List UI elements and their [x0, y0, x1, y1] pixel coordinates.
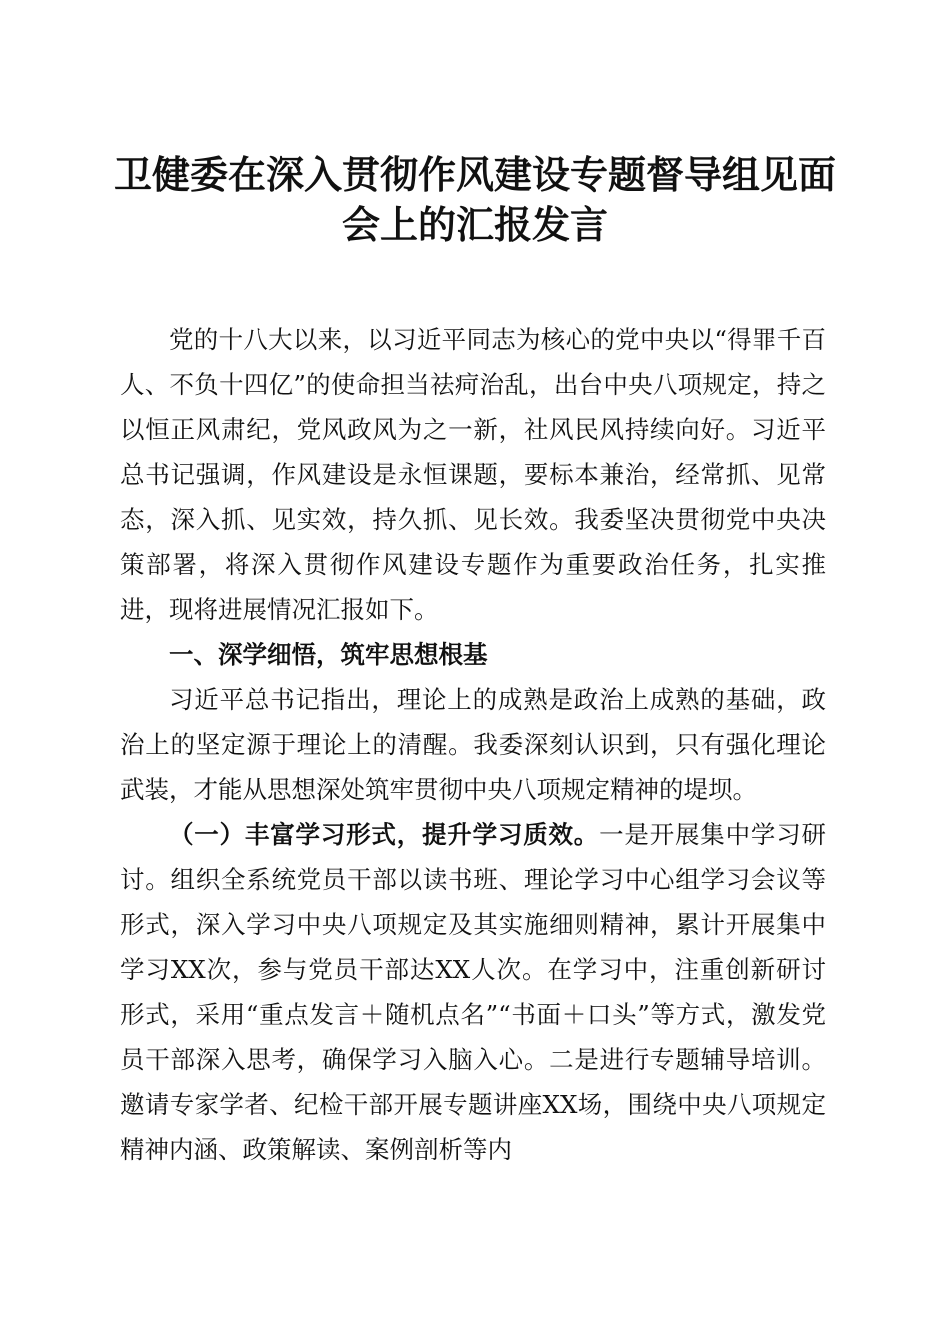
document-title: 卫健委在深入贯彻作风建设专题督导组见面会上的汇报发言 [113, 152, 836, 247]
section-heading-1: 一、深学细悟，筑牢思想根基 [169, 640, 488, 669]
subsection-heading-1: （一）丰富学习形式，提升学习质效。 [169, 820, 600, 849]
intro-paragraph: 党的十八大以来，以习近平同志为核心的党中央以“得罪千百人、不负十四亿”的使命担当祛疴治乱，出台中央八项规定，持之以恒正风肃纪，党风政风为之一新，社风民风持续向好。习近平总书记强调，作风建设是永恒课题，要标本兼治，经常抓、见常态，深入抓、见实效，持久抓、见长效。我委坚决贯彻党中央决策部署，将深入贯彻作风建设专题作为重要政治任务，扎实推进，现将进展情况汇报如下。 [120, 325, 826, 624]
section-1-paragraph: 习近平总书记指出，理论上的成熟是政治上成熟的基础，政治上的坚定源于理论上的清醒。我委深刻认识到，只有强化理论武装，才能从思想深处筑牢贯彻中央八项规定精神的堤坝。 [120, 685, 826, 804]
subsection-1-text: 一是开展集中学习研讨。组织全系统党员干部以读书班、理论学习中心组学习会议等形式，深入学习中央八项规定及其实施细则精神，累计开展集中学习XX次，参与党员干部达XX人次。在学习中，注重创新研讨形式，采用“重点发言＋随机点名”“书面＋口头”等方式，激发党员干部深入思考，确保学习入脑入心。二是进行专题辅导培训。邀请专家学者、纪检干部开展专题讲座XX场，围绕中央八项规定精神内涵、政策解读、案例剖析等内 [120, 820, 827, 1164]
document-body [120, 317, 826, 1172]
subsection-1-paragraph [120, 812, 826, 1172]
